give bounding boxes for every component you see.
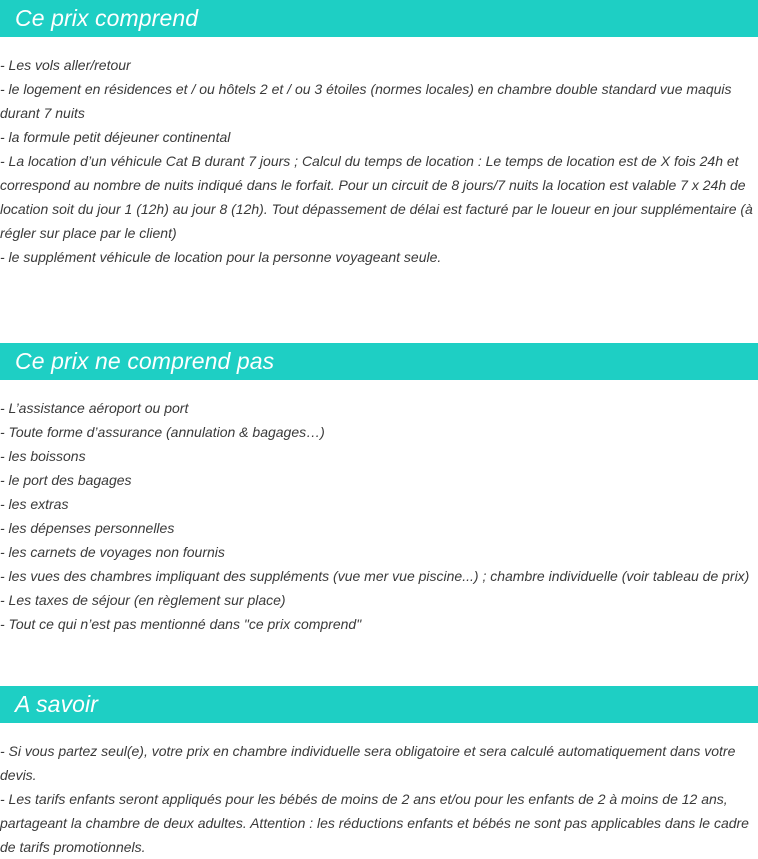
list-item: - la formule petit déjeuner continental	[0, 129, 231, 145]
list-item: - le supplément véhicule de location pour la personne voyageant seule.	[0, 249, 442, 265]
list-item: - L’assistance aéroport ou port	[0, 400, 189, 416]
section-body-includes	[0, 53, 754, 269]
list-item: - La location d’un véhicule Cat B durant 7 jours ; Calcul du temps de location : Le temps de location est de X fois 24h et correspond au nombre de nuits indiqué dans le forfait. Pour un circuit de 8 jours/7 nuits la location est valable 7 x 24h de location soit du jour 1 (12h) au jour 8 (12h). Tout dépassement de délai est facturé par le loueur en jour supplémentaire (à régler sur place par le client)	[0, 153, 753, 241]
list-item: - Si vous partez seul(e), votre prix en chambre individuelle sera obligatoire et sera calculé automatiquement dans votre devis.	[0, 743, 736, 783]
section-title-info: A savoir	[15, 691, 99, 717]
list-item: - les boissons	[0, 448, 86, 464]
list-item: - Les taxes de séjour (en règlement sur place)	[0, 592, 286, 608]
section-title-includes: Ce prix comprend	[15, 5, 199, 31]
section-header-excludes	[0, 343, 758, 380]
section-body-excludes	[0, 396, 754, 636]
list-item: - les carnets de voyages non fournis	[0, 544, 225, 560]
section-title-excludes: Ce prix ne comprend pas	[15, 348, 275, 374]
list-item: - Les tarifs enfants seront appliqués pour les bébés de moins de 2 ans et/ou pour les enfants de 2 à moins de 12 ans, partageant la chambre de deux adultes. Attention : les réductions enfants et bébés ne sont pas applicables dans le cadre de tarifs promotionnels.	[0, 791, 749, 855]
list-item: - les extras	[0, 496, 69, 512]
section-body-info	[0, 739, 754, 859]
list-item: - le port des bagages	[0, 472, 132, 488]
list-item: - les vues des chambres impliquant des suppléments (vue mer vue piscine...) ; chambre individuelle (voir tableau de prix)	[0, 568, 750, 584]
list-item: - Toute forme d’assurance (annulation & bagages…)	[0, 424, 325, 440]
list-item: - Tout ce qui n’est pas mentionné dans "ce prix comprend"	[0, 616, 362, 632]
section-header-info	[0, 686, 758, 723]
section-header-includes	[0, 0, 758, 37]
list-item: - le logement en résidences et / ou hôtels 2 et / ou 3 étoiles (normes locales) en chambre double standard vue maquis durant 7 nuits	[0, 81, 732, 121]
list-item: - Les vols aller/retour	[0, 57, 131, 73]
list-item: - les dépenses personnelles	[0, 520, 175, 536]
